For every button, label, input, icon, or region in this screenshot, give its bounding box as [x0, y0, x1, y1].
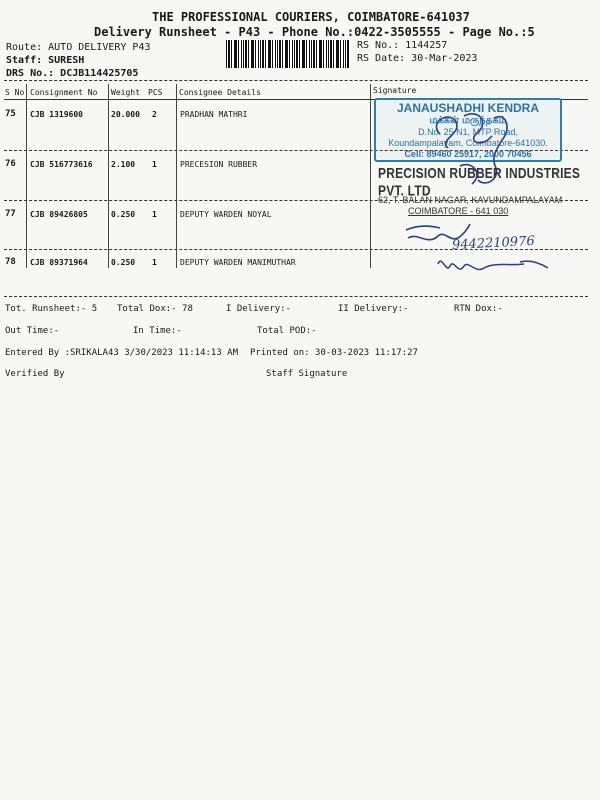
route-label: Route: AUTO DELIVERY P43	[6, 42, 151, 53]
row-sno: 78	[5, 257, 16, 267]
row-weight: 0.250	[111, 258, 136, 267]
row-consignee: DEPUTY WARDEN MANIMUTHAR	[180, 258, 296, 267]
company-title: THE PROFESSIONAL COURIERS, COIMBATORE-641037	[152, 10, 470, 24]
column-divider	[370, 84, 371, 268]
stamp-address-1: D.No. 25 N1, MTP Road,	[418, 127, 518, 137]
stamp-phone: Cell: 89460 25917, 2000 70456	[404, 149, 532, 159]
col-header-consignment: Consignment No	[30, 88, 98, 97]
row-sno: 75	[5, 109, 16, 119]
row-pcs: 1	[152, 210, 157, 219]
row-consignee: PRADHAN MATHRI	[180, 110, 248, 119]
staff-signature: Staff Signature	[266, 369, 348, 379]
stamp-company-address: 62, T. BALAN NAGAR, KAVUNDAMPALAYAM	[378, 195, 563, 205]
table-top-rule	[4, 80, 588, 81]
row-pcs: 2	[152, 110, 157, 119]
total-pod: Total POD:-	[257, 326, 317, 336]
row-sno: 77	[5, 209, 16, 219]
col-header-consignee: Consignee Details	[179, 88, 261, 97]
printed-on: Printed on: 30-03-2023 11:17:27	[250, 348, 418, 358]
total-dox: Total Dox:- 78	[117, 304, 193, 314]
tot-runsheet: Tot. Runsheet:- 5	[5, 304, 98, 314]
row-pcs: 1	[152, 160, 157, 169]
drs-number: DRS No.: DCJB114425705	[6, 68, 139, 79]
out-time: Out Time:-	[5, 326, 60, 336]
in-time: In Time:-	[133, 326, 182, 336]
row-weight: 0.250	[111, 210, 136, 219]
row-consignee: DEPUTY WARDEN NOYAL	[180, 210, 272, 219]
i-delivery: I Delivery:-	[226, 304, 292, 314]
row-consignment: CJB 516773616	[30, 160, 93, 169]
ii-delivery: II Delivery:-	[338, 304, 409, 314]
row-weight: 20.000	[111, 110, 140, 119]
col-header-signature: Signature	[373, 86, 417, 95]
column-divider	[108, 84, 109, 268]
col-header-weight: Weight	[111, 88, 140, 97]
barcode	[226, 40, 350, 68]
runsheet-subtitle: Delivery Runsheet - P43 - Phone No.:0422-3505555 - Page No.:5	[94, 25, 535, 39]
col-header-pcs: PCS	[148, 88, 163, 97]
staff-label: Staff: SURESH	[6, 55, 85, 66]
row-weight: 2.100	[111, 160, 136, 169]
verified-by: Verified By	[5, 369, 65, 379]
stamp-title: JANAUSHADHI KENDRA	[396, 101, 539, 115]
stamp-tamil-name: மக்கள் மருந்தகம்	[429, 115, 507, 126]
entered-by: Entered By :SRIKALA43 3/30/2023 11:14:13 AM	[5, 348, 238, 358]
col-header-sno: S No	[5, 88, 25, 97]
column-divider	[26, 84, 27, 268]
column-divider	[176, 84, 177, 268]
handwritten-phone: 9442210976	[451, 233, 536, 254]
row-sno: 76	[5, 159, 16, 169]
rtn-dox: RTN Dox:-	[454, 304, 503, 314]
row-consignee: PRECESION RUBBER	[180, 160, 258, 169]
row-consignment: CJB 89371964	[30, 258, 88, 267]
stamp-address-2: Koundampalayam, Coimbatore-641030.	[388, 138, 548, 148]
row-pcs: 1	[152, 258, 157, 267]
rs-date: RS Date: 30-Mar-2023	[357, 53, 478, 64]
stamp-company-city: COIMBATORE - 641 030	[408, 206, 509, 216]
table-bottom-rule	[4, 296, 588, 297]
row-consignment: CJB 1319600	[30, 110, 83, 119]
precision-rubber-stamp	[378, 164, 590, 216]
row-consignment: CJB 89426805	[30, 210, 88, 219]
rs-number: RS No.: 1144257	[357, 40, 448, 51]
stamp-company-name: PRECISION RUBBER INDUSTRIES PVT. LTD	[378, 164, 581, 199]
